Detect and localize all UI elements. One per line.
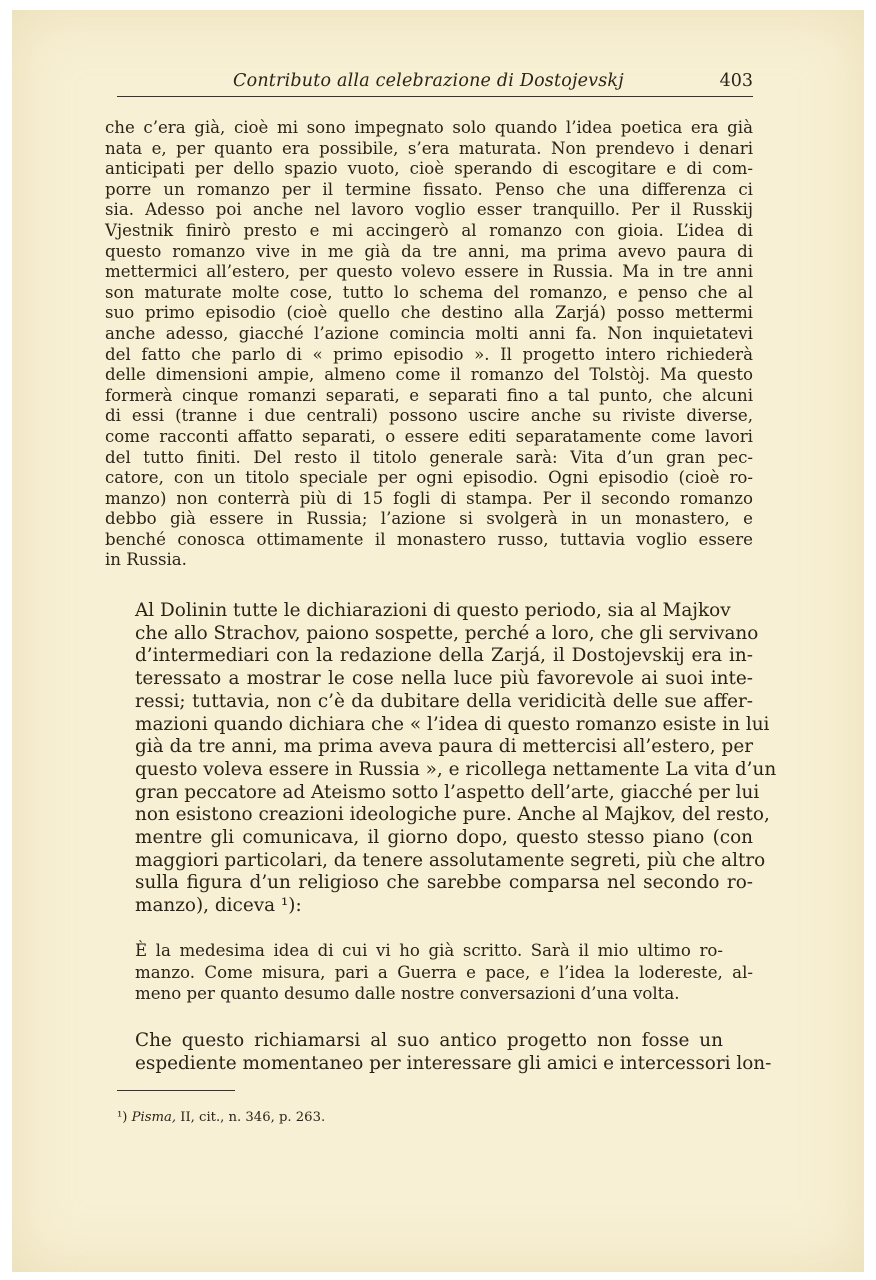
- footnote-rule: [117, 1090, 235, 1091]
- text-line: maggiori particolari, da tenere assolutamente segreti, più che altro: [135, 849, 766, 871]
- text-line: delle dimensioni ampie, almeno come il romanzo del Tolstòj. Ma questo: [105, 365, 753, 385]
- body-paragraph: [105, 1030, 772, 1075]
- text-line: manzo) non conterrà più di 15 fogli di stampa. Per il secondo romanzo: [105, 488, 753, 508]
- text-line: Che questo richiamarsi al suo antico progetto non fosse un: [135, 1030, 723, 1051]
- text-line: catore, con un titolo speciale per ogni episodio. Ogni episodio (cioè ro-: [105, 468, 753, 488]
- text-line: porre un romanzo per il termine fissato. Penso che una differenza ci: [105, 179, 753, 199]
- text-line: ressi; tuttavia, non c’è da dubitare della veridicità delle sue affer-: [135, 690, 753, 712]
- text-line: d’intermediari con la redazione della Zarjá, il Dostojevskij era in-: [135, 645, 753, 667]
- text-line: anticipati per dello spazio vuoto, cioè sperando di escogitare e di com-: [105, 159, 753, 179]
- running-title: Contributo alla celebrazione di Dostojevskj: [233, 71, 624, 91]
- text-line: Vjestnik finirò presto e mi accingerò al romanzo con gioia. L’idea di: [105, 220, 753, 240]
- text-line: Al Dolinin tutte le dichiarazioni di questo periodo, sia al Majkov: [135, 600, 731, 621]
- text-line: sia. Adesso poi anche nel lavoro voglio esser tranquillo. Per il Russkij: [105, 200, 753, 220]
- footnote: [117, 1110, 325, 1125]
- text-line: mazioni quando dichiara che « l’idea di questo romanzo esiste in lui: [135, 713, 770, 735]
- footnote-marker: ¹): [117, 1110, 128, 1125]
- text-line: che allo Strachov, paiono sospette, perché a loro, che gli servivano: [135, 622, 759, 644]
- text-line: di essi (tranne i due centrali) possono uscire anche su riviste diverse,: [105, 406, 753, 426]
- text-line: teressato a mostrar le cose nella luce più favorevole ai suoi inte-: [135, 668, 753, 690]
- running-header: [117, 54, 753, 97]
- page-number: 403: [719, 71, 753, 91]
- text-line: come racconti affatto separati, o essere editi separatamente come lavori: [105, 426, 753, 446]
- text-line: nata e, per quanto era possibile, s’era maturata. Non prendevo i denari: [105, 138, 753, 158]
- text-line: del fatto che parlo di « primo episodio ». Il progetto intero richiederà: [105, 344, 753, 364]
- text-line: gran peccatore ad Ateismo sotto l’aspetto dell’arte, giacché per lui: [135, 781, 760, 803]
- text-line: questo voleva essere in Russia », e ricollega nettamente La vita d’un: [135, 758, 777, 780]
- text-line: manzo), diceva ¹):: [135, 895, 302, 917]
- quoted-letter-excerpt: [105, 118, 753, 571]
- text-line: meno per quanto desumo dalle nostre conversazioni d’una volta.: [135, 984, 680, 1004]
- text-line: benché conosca ottimamente il monastero russo, tuttavia voglio essere: [105, 529, 753, 549]
- text-line: son maturate molte cose, tutto lo schema del romanzo, e penso che al: [105, 282, 753, 302]
- body-paragraph: [105, 600, 777, 918]
- text-line: già da tre anni, ma prima aveva paura di mettercisi all’estero, per: [135, 736, 753, 758]
- text-line: del tutto finiti. Del resto il titolo generale sarà: Vita d’un gran pec-: [105, 447, 753, 467]
- text-line: in Russia.: [105, 550, 187, 570]
- text-line: debbo già essere in Russia; l’azione si svolgerà in un monastero, e: [105, 509, 753, 529]
- text-line: non esistono creazioni ideologiche pure. Anche al Majkov, del resto,: [135, 804, 770, 826]
- text-line: formerà cinque romanzi separati, e separati fino a tal punto, che alcuni: [105, 385, 753, 405]
- quoted-letter-excerpt: [105, 940, 753, 1005]
- text-line: anche adesso, giacché l’azione comincia molti anni fa. Non inquietatevi: [105, 323, 753, 343]
- text-line: mettermici all’estero, per questo volevo essere in Russia. Ma in tre anni: [105, 262, 753, 282]
- text-line: che c’era già, cioè mi sono impegnato solo quando l’idea poetica era già: [105, 118, 753, 137]
- text-line: suo primo episodio (cioè quello che destino alla Zarjá) posso mettermi: [105, 303, 753, 323]
- text-line: questo romanzo vive in me già da tre anni, ma prima avevo paura di: [105, 241, 753, 261]
- footnote-reference: II, cit., n. 346, p. 263.: [176, 1110, 326, 1125]
- footnote-source: Pisma,: [131, 1110, 177, 1125]
- text-line: espediente momentaneo per interessare gli amici e intercessori lon-: [135, 1052, 772, 1074]
- text-line: sulla figura d’un religioso che sarebbe comparsa nel secondo ro-: [135, 872, 753, 894]
- text-line: mentre gli comunicava, il giorno dopo, questo stesso piano (con: [135, 827, 753, 849]
- text-line: È la medesima idea di cui vi ho già scritto. Sarà il mio ultimo ro-: [135, 941, 723, 960]
- book-page: [12, 10, 864, 1272]
- text-line: manzo. Come misura, pari a Guerra e pace, e l’idea la lodereste, al-: [135, 962, 753, 982]
